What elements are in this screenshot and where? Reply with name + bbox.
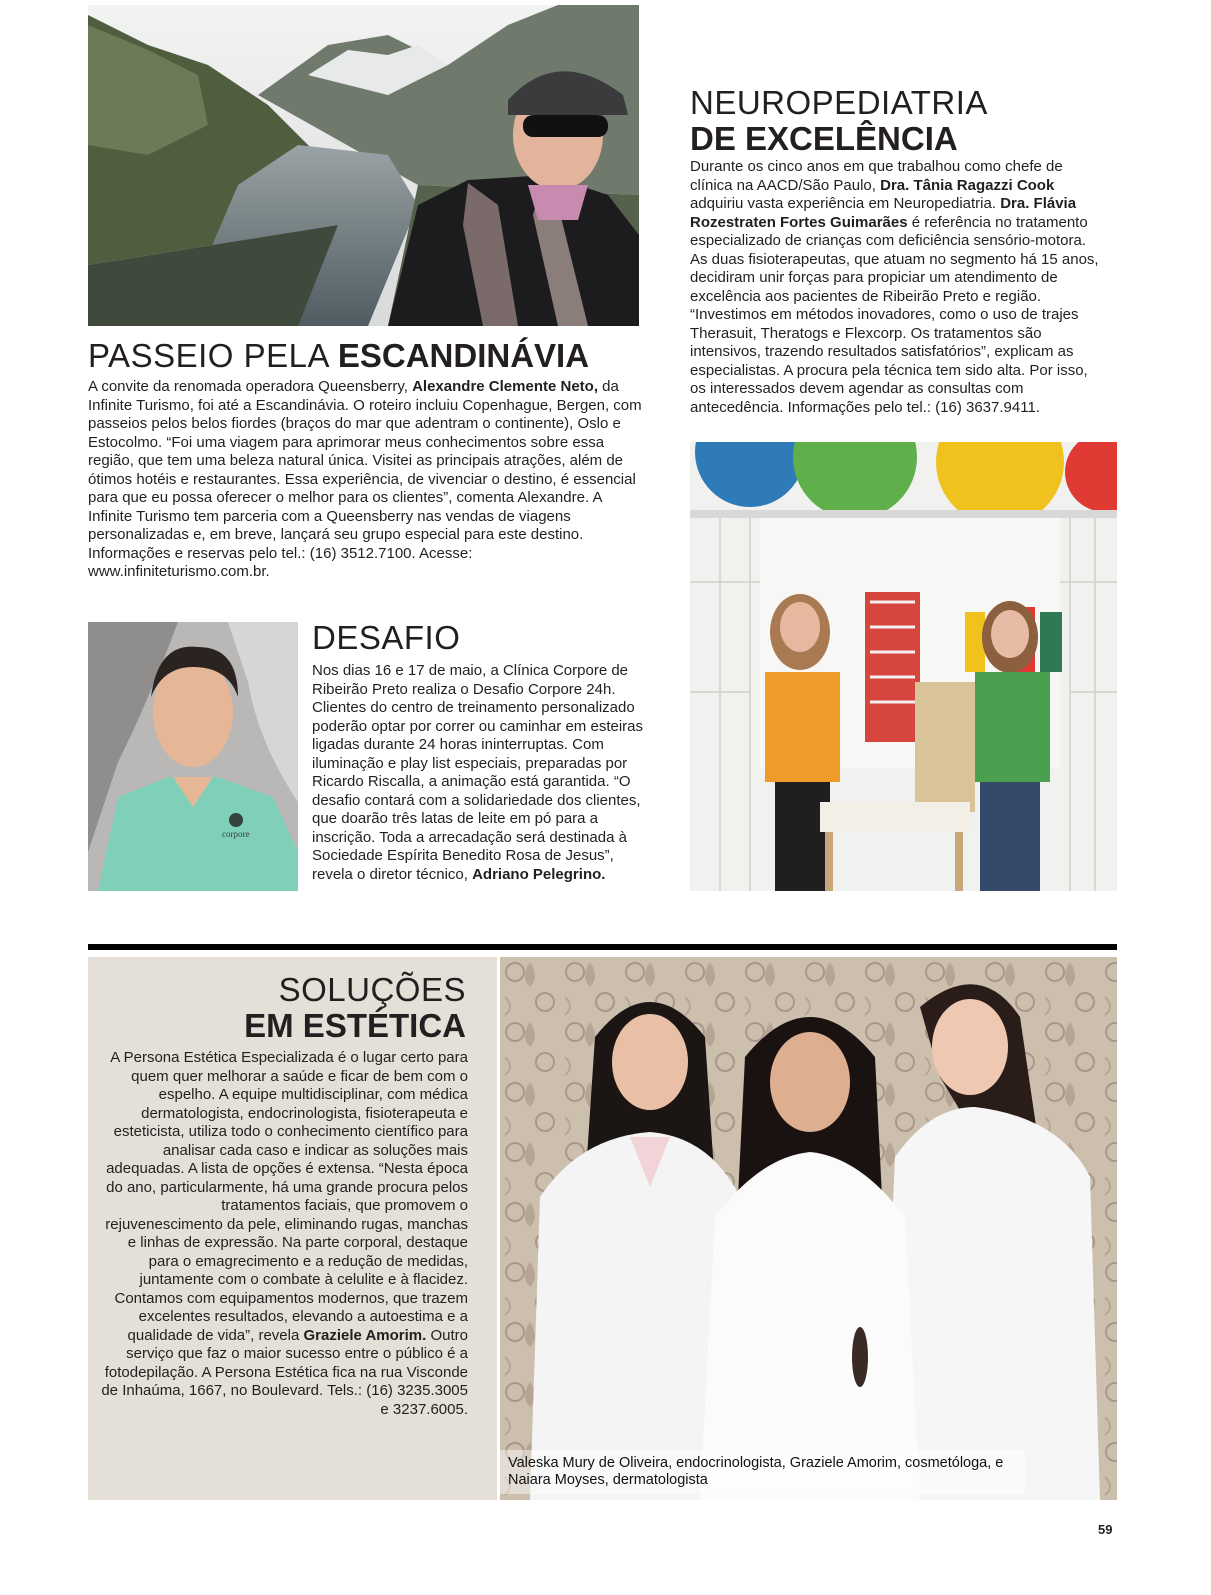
solucoes-title [100, 972, 466, 1044]
scandinavia-name-bold: Alexandre Clemente Neto, [412, 378, 598, 395]
neuro-text-part: Durante os cinco anos em que trabalhou como chefe de clínica na AACD/São Paulo, [690, 158, 1063, 194]
solucoes-title-bold: EM ESTÉTICA [244, 1007, 466, 1044]
photo-desafio [88, 622, 298, 891]
neuro-text-part: adquiriu vasta experiência em Neuropediatria. [690, 195, 1001, 212]
page-number: 59 [1098, 1522, 1113, 1537]
scandinavia-title-bold: ESCANDINÁVIA [337, 337, 590, 374]
photo-estetica [500, 957, 1117, 1500]
desafio-article-text [312, 662, 650, 884]
solucoes-name-bold: Graziele Amorim. [303, 1326, 427, 1344]
scandinavia-text-part: A convite da renomada operadora Queensberry, [88, 378, 413, 395]
neuro-text-part: é referência no tratamento especializado de crianças com deficiência sensório-motora. As duas fisioterapeutas, que atuam no segmento há 15 anos, decidiram unir forças para propiciar um atendimento de excelência aos pacientes de Ribeirão Preto e região. “Investimos em métodos inovadores, como o uso de trajes Therasuit, Theratogs e Flexcorp. Os tratamentos são intensivos, trazendo resultados satisfatórios”, explicam as especialistas. A procura pela técnica tem sido alta. Por isso, os interessados devem agendar as consultas com antecedência. Informações pelo tel.: (16) 3637.9411. [690, 213, 1099, 416]
solucoes-text-part: A Persona Estética Especializada é o lugar certo para quem quer melhorar a saúde e ficar de bem com o espelho. A equipe multidisciplinar, com médica dermatologista, endocrinologista, fisioterapeuta e esteticista, utiliza todo o conhecimento científico para analisar cada caso e indicar as soluções mais adequadas. A lista de opções é extensa. “Nesta época do ano, particularmente, há uma grande procura pelos tratamentos faciais, que promovem o rejuvenescimento da pele, eliminando rugas, manchas e linhas de expressão. Na parte corporal, destaque para o emagrecimento e a redução de medidas, juntamente com o combate à celulite e à flacidez. Contamos com equipamentos modernos, que trazem excelentes resultados, elevando a autoestima e a qualidade de vida”, revela [105, 1049, 468, 1344]
desafio-name-bold: Adriano Pelegrino. [472, 865, 606, 883]
solucoes-title-light: SOLUÇÕES [278, 971, 466, 1008]
scandinavia-title-light: PASSEIO PELA [88, 337, 338, 374]
photo-scandinavia [88, 5, 639, 326]
photo-neuropediatria [690, 442, 1117, 891]
desafio-text-part: Nos dias 16 e 17 de maio, a Clínica Corpore de Ribeirão Preto realiza o Desafio Corpore 24h. Clientes do centro de treinamento personalizado poderão optar por correr ou caminhar em esteiras ligadas durante 24 horas ininterruptas. Com iluminação e play list especiais, preparadas por Ricardo Riscalla, a animação está garantida. “O desafio contará com a solidariedade dos clientes, que doarão três latas de leite em pó para a inscrição. Toda a arrecadação será destinada à Sociedade Espírita Benedito Rosa de Jesus”, revela o diretor técnico, [312, 662, 643, 883]
neuro-title [690, 85, 1110, 157]
scandinavia-article-text [88, 378, 643, 582]
neuro-article-text [690, 158, 1105, 417]
scandinavia-text-part: da Infinite Turismo, foi até a Escandinávia. O roteiro incluiu Copenhague, Bergen, com passeios pelos belos fiordes (braços do mar que adentram o continente), Oslo e Estocolmo. “Foi uma viagem para aprimorar meus conhecimentos sobre essa região, que tem uma beleza natural única. Visitei as principais atrações, além de ótimos hotéis e restaurantes. Essa experiência, de vivenciar o destino, é essencial para que eu possa oferecer o melhor para os clientes”, comenta Alexandre. A Infinite Turismo tem parceria com a Queensberry nas vendas de viagens personalizadas e, em breve, lançará seu grupo especial para este destino. Informações e reservas pelo tel.: (16) 3512.7100. Acesse: www.infiniteturismo.com.br. [88, 378, 642, 580]
photo-caption: Valeska Mury de Oliveira, endocrinologista, Graziele Amorim, cosmetóloga, e Naiara Moyses, dermatologista [508, 1455, 1004, 1488]
neuro-name-bold: Dra. Tânia Ragazzi Cook [880, 176, 1055, 194]
corpore-logo-text: corpore [222, 829, 250, 839]
scandinavia-title [88, 338, 648, 374]
neuro-title-light: NEUROPEDIATRIA [690, 84, 988, 121]
desafio-title: DESAFIO [312, 619, 461, 656]
solucoes-article-text [100, 1049, 468, 1419]
neuro-name-bold: Dra. Flávia Rozestraten Fortes Guimarães [690, 195, 1077, 231]
solucoes-text-part: Outro serviço que faz o maior sucesso entre o público é a fotodepilação. A Persona Estética fica na rua Visconde de Inhaúma, 1667, no Boulevard. Tels.: (16) 3235.3005 e 3237.6005. [101, 1326, 468, 1418]
neuro-title-bold: DE EXCELÊNCIA [690, 120, 958, 157]
section-divider [88, 944, 1117, 950]
